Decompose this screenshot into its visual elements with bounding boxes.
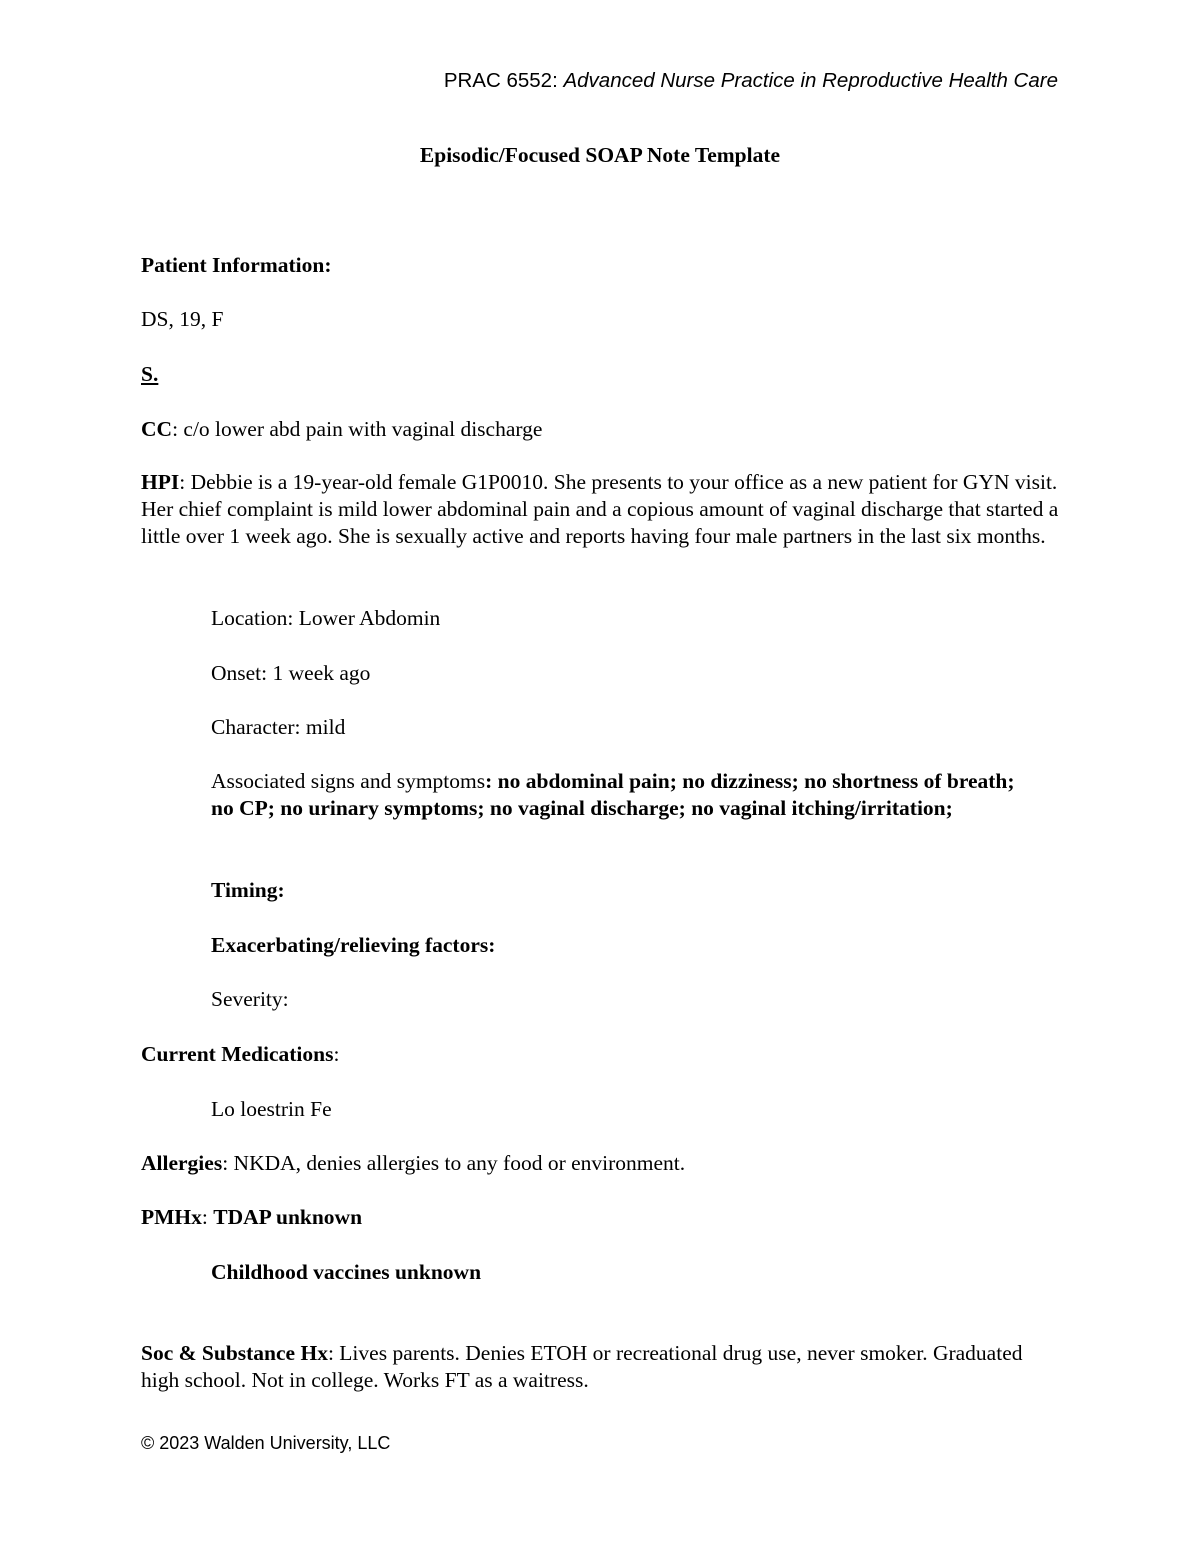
assoc-label: Associated signs and symptoms: [211, 769, 486, 793]
patient-info-heading: Patient Information:: [141, 253, 332, 277]
hpi-label: HPI: [141, 470, 180, 494]
hpi-value: : Debbie is a 19-year-old female G1P0010. She presents to your office as a new patient for GYN visit. Her chief complaint is mild lower abdominal pain and a copious amount of vaginal discharge that started a little over 1 week ago. She is sexually active and reports having four male partners in the last six months.: [141, 470, 1059, 549]
course-code: PRAC 6552:: [443, 69, 558, 92]
chief-complaint: [141, 416, 542, 443]
hpi-timing: Timing:: [211, 878, 285, 902]
hpi-character: Character: mild: [211, 715, 346, 739]
medications-value: Lo loestrin Fe: [211, 1097, 332, 1121]
hpi-onset: Onset: 1 week ago: [211, 661, 371, 685]
pmhx-vaccines: Childhood vaccines unknown: [211, 1260, 482, 1284]
pmhx-label: PMHx: [141, 1205, 202, 1229]
course-header: [444, 69, 1058, 93]
course-title: Advanced Nurse Practice in Reproductive Health Care: [563, 69, 1058, 92]
hpi-severity: Severity:: [211, 987, 289, 1011]
cc-value: : c/o lower abd pain with vaginal discharge: [172, 417, 543, 441]
hpi-paragraph: [141, 469, 1061, 551]
hpi-associated-symptoms: [211, 768, 1041, 822]
pmhx: PMHx: TDAP unknown: [141, 1205, 363, 1229]
allergies-value: : NKDA, denies allergies to any food or environment.: [222, 1151, 686, 1175]
page-title: Episodic/Focused SOAP Note Template: [419, 143, 781, 167]
assoc-value: : no abdominal pain; no dizziness; no shortness of breath; no CP; no urinary symptoms; no vaginal discharge; no vaginal itching/irritation;: [211, 769, 1015, 821]
social-history: [141, 1340, 1061, 1394]
cc-label: CC: [141, 417, 173, 441]
patient-info-value: DS, 19, F: [141, 307, 224, 331]
copyright-footer: © 2023 Walden University, LLC: [141, 1433, 391, 1453]
hpi-exacerbating: Exacerbating/relieving factors:: [211, 933, 496, 957]
subjective-heading: S.: [141, 362, 159, 386]
allergies: [141, 1150, 685, 1177]
allergies-label: Allergies: [141, 1151, 223, 1175]
social-value: : Lives parents. Denies ETOH or recreational drug use, never smoker. Graduated high school. Not in college. Works FT as a waitress.: [141, 1341, 1023, 1393]
social-label: Soc & Substance Hx: [141, 1341, 328, 1365]
pmhx-value: TDAP unknown: [213, 1205, 363, 1229]
hpi-location: Location: Lower Abdomin: [211, 606, 441, 630]
medications-heading: Current Medications:: [141, 1042, 340, 1066]
